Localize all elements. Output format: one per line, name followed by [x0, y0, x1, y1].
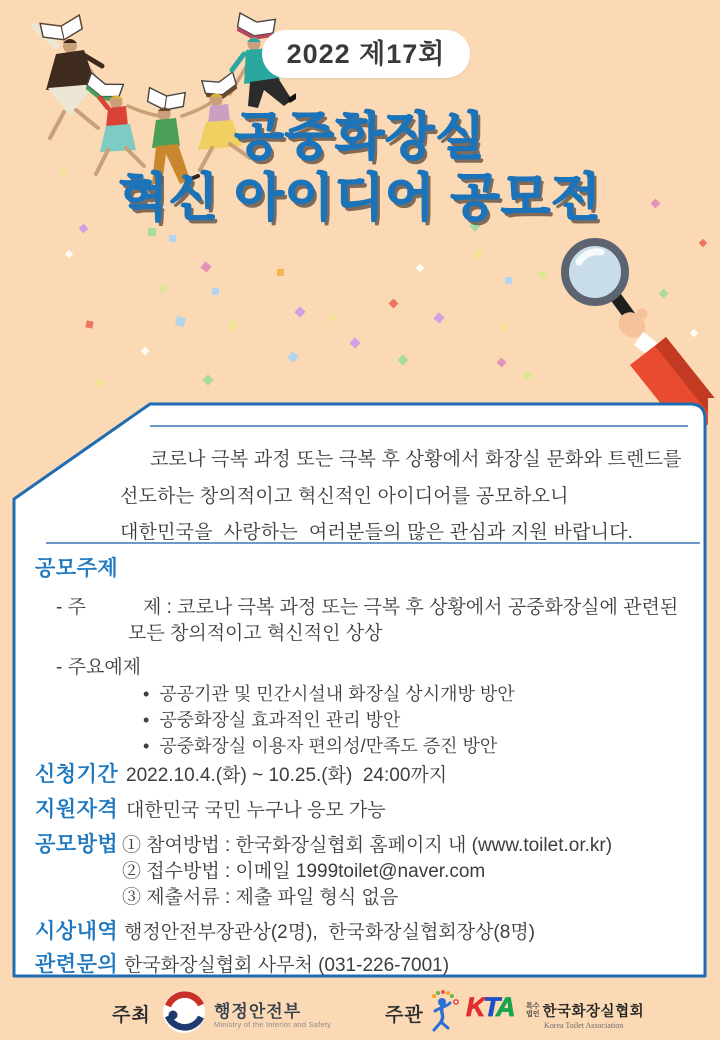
kta-person-icon: [427, 988, 465, 1034]
section-label-awards: 시상내역: [35, 920, 119, 943]
host-label: 주최: [112, 1005, 151, 1026]
awards-value: 행정안전부장관상(2명), 한국화장실협회장상(8명): [124, 922, 536, 943]
poster-title-line2: 혁신 아이디어 공모전: [118, 169, 602, 226]
section-label-contact: 관련문의: [35, 953, 119, 976]
section-label-topic: 공모주제: [35, 557, 119, 580]
edition-badge: 2022 제17회: [262, 30, 470, 78]
topic-subject-line2: 모든 창의적이고 혁신적인 상상: [128, 623, 383, 644]
org-type-top: 특수: [526, 1003, 540, 1010]
topic-example-2: • 공중화장실 효과적인 관리 방안: [143, 706, 400, 732]
ministry-logo-icon: [160, 988, 208, 1036]
org-type-bottom: 법인: [526, 1011, 540, 1018]
topic-examples-label: - 주요예제: [56, 657, 142, 678]
kta-letter-a: A: [496, 992, 514, 1022]
kta-wordmark: [466, 992, 514, 1023]
intro-line-3: 대한민국을 사랑하는 여러분들의 많은 관심과 지원 바랍니다.: [120, 522, 634, 543]
host-subtitle: Ministry of the Interior and Safety: [214, 1020, 332, 1029]
section-label-eligibility: 지원자격: [35, 798, 119, 821]
organizer-name-block: [526, 1000, 644, 1030]
topic-example-1: • 공공기관 및 민간시설내 화장실 상시개방 방안: [143, 680, 515, 706]
section-label-method: 공모방법: [35, 833, 119, 856]
method-line-2: ② 접수방법 : 이메일 1999toilet@naver.com: [122, 861, 486, 882]
kta-letter-k: K: [466, 992, 484, 1022]
topic-example-3: • 공중화장실 이용자 편의성/만족도 증진 방안: [143, 732, 497, 758]
period-value: 2022.10.4.(화) ~ 10.25.(화) 24:00까지: [126, 765, 448, 786]
topic-subject-line1: - 주 제 : 코로나 극복 과정 또는 극복 후 상황에서 공중화장실에 관련된: [56, 597, 679, 618]
organizer-label: 주관: [385, 1005, 424, 1026]
org-type-stack: [526, 1003, 540, 1019]
eligibility-value: 대한민국 국민 누구나 응모 가능: [126, 800, 386, 821]
host-name: 행정안전부: [214, 1002, 302, 1021]
section-label-period: 신청기간: [35, 763, 119, 786]
poster-title-line1: 공중화장실: [234, 108, 486, 165]
organizer-name: 한국화장실협회: [542, 1004, 645, 1020]
method-line-1: ① 참여방법 : 한국화장실협회 홈페이지 내 (www.toilet.or.kr): [122, 835, 613, 856]
intro-line-1: 코로나 극복 과정 또는 극복 후 상황에서 화장실 문화와 트렌드를: [150, 449, 682, 470]
contact-value: 한국화장실협회 사무처 (031-226-7001): [124, 955, 450, 976]
intro-line-2: 선도하는 창의적이고 혁신적인 아이디어를 공모하오니: [120, 486, 569, 507]
footer: [0, 980, 720, 1040]
method-line-3: ③ 제출서류 : 제출 파일 형식 없음: [122, 887, 399, 908]
organizer-subtitle: Korea Toilet Association: [544, 1021, 624, 1030]
kta-letter-t: T: [483, 992, 496, 1022]
